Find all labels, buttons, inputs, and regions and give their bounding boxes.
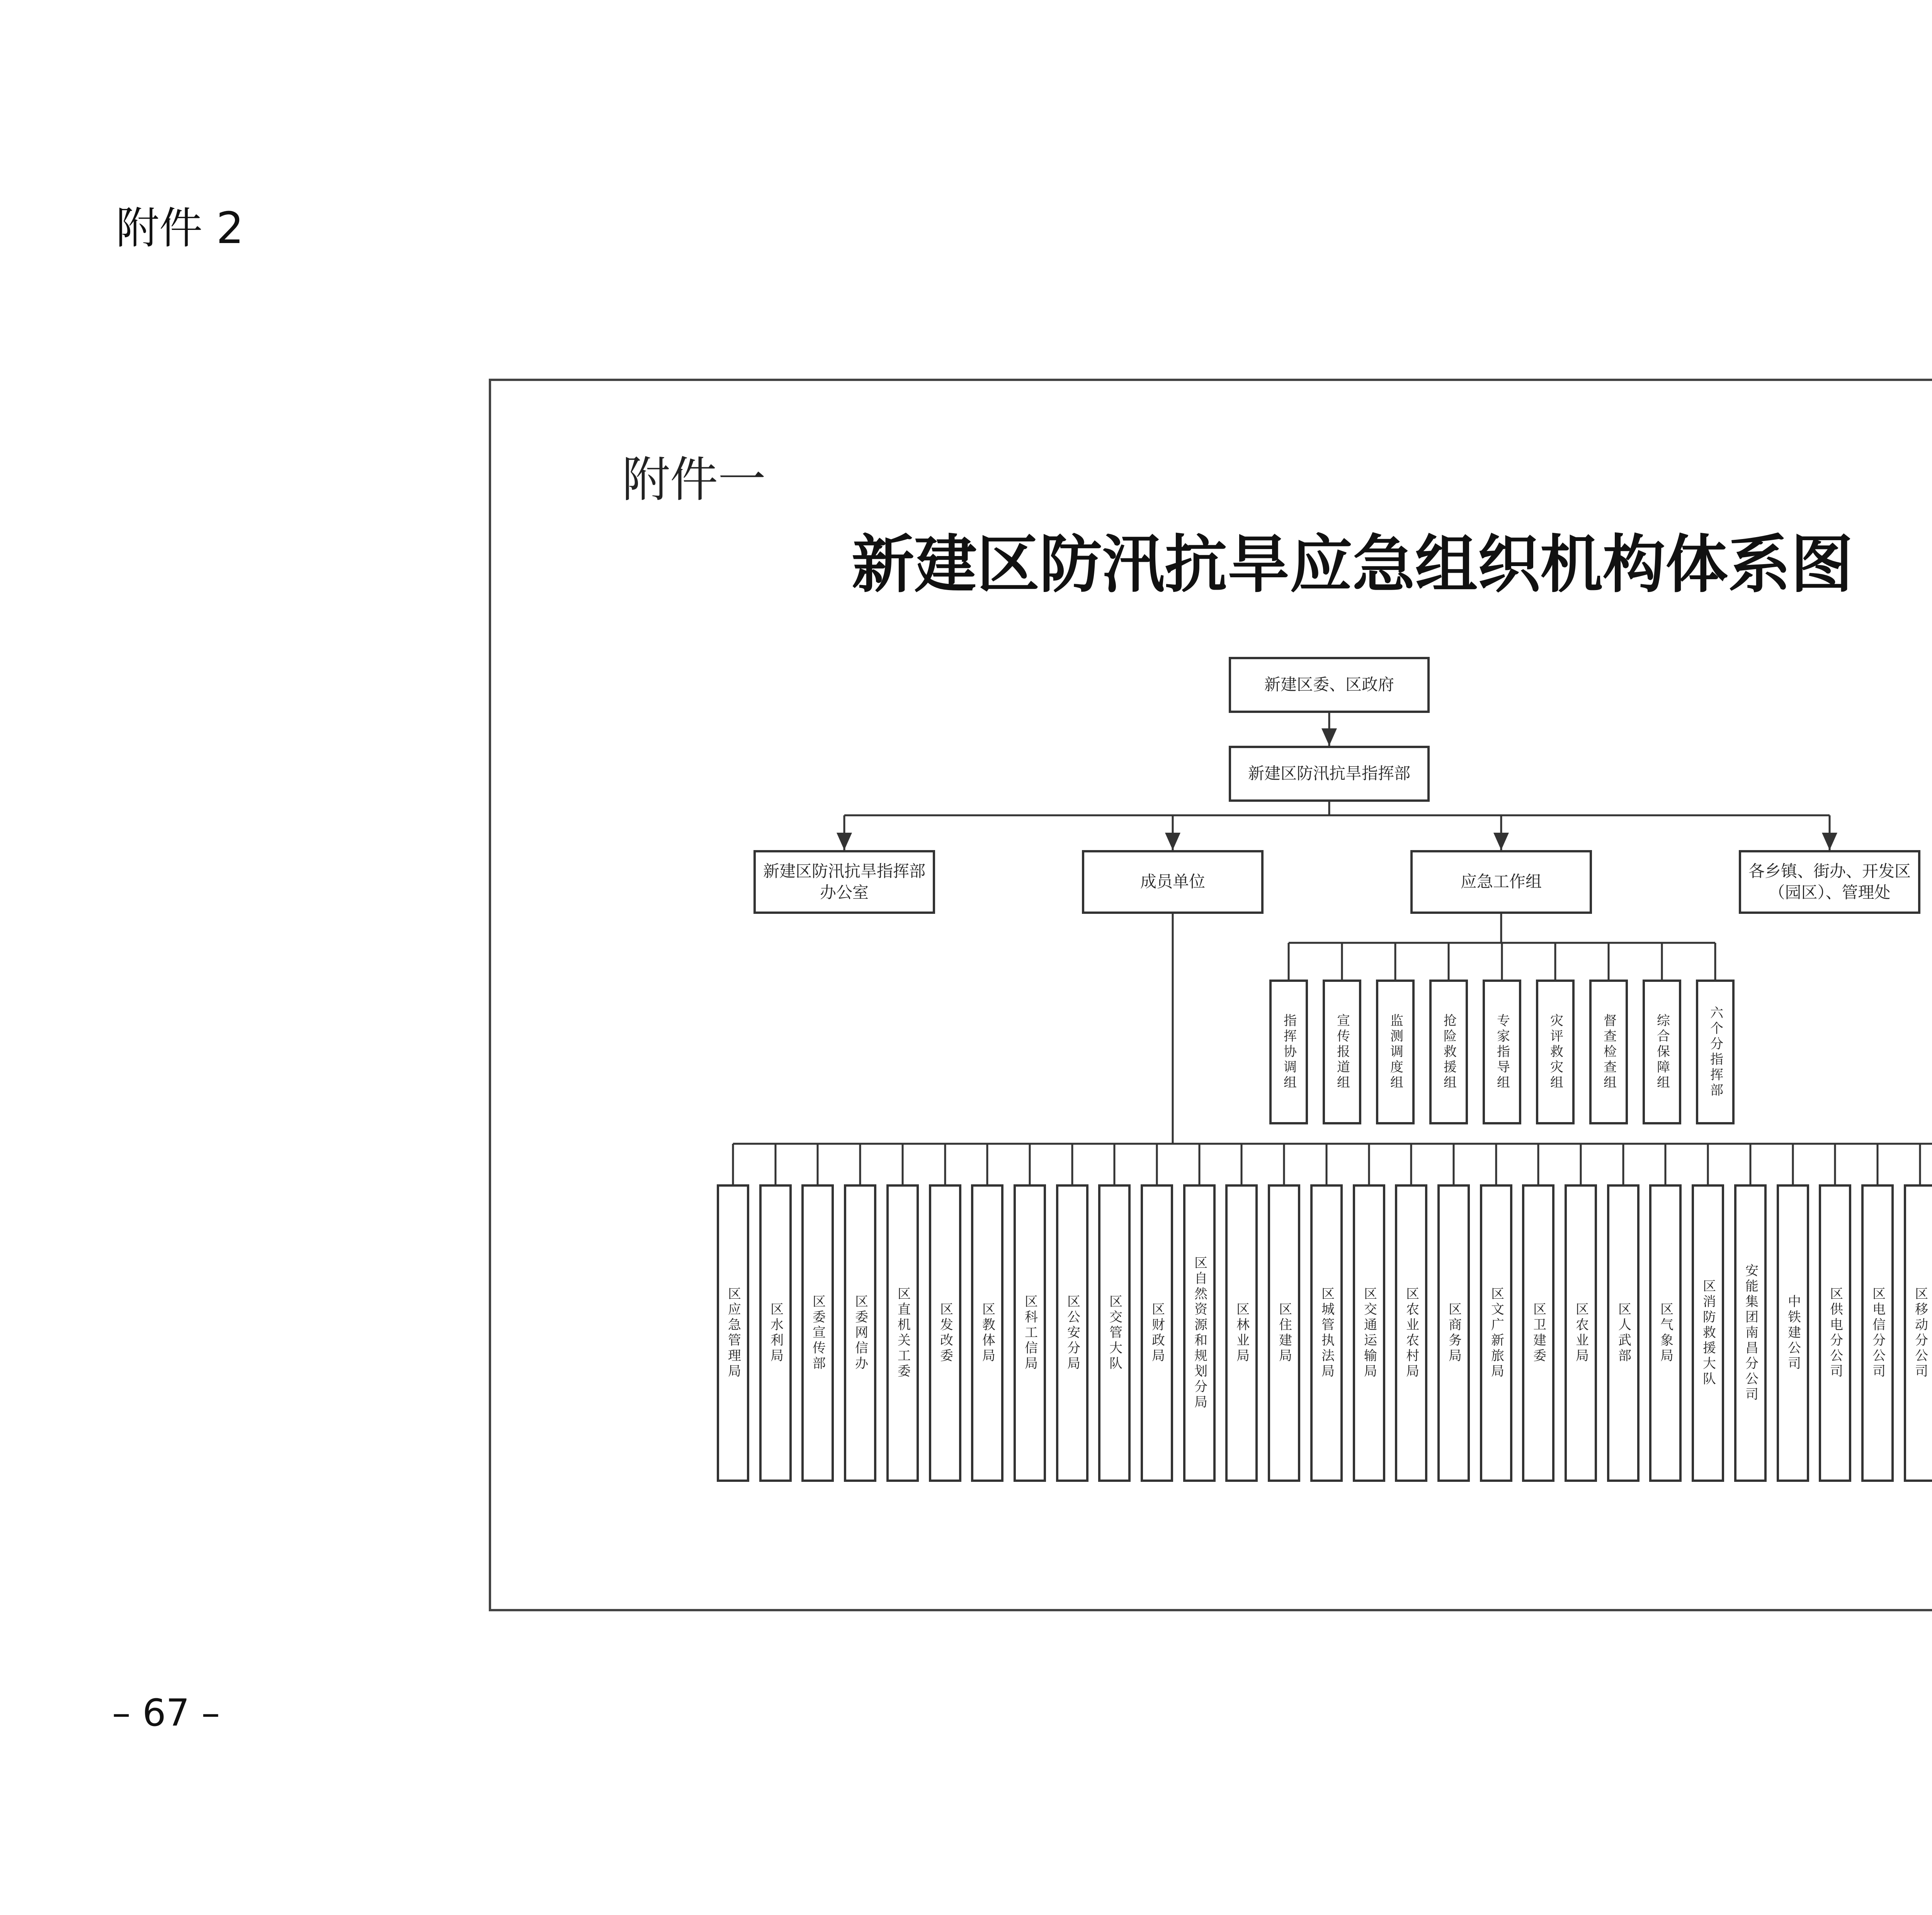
member-unit-label: 区移动分公司 [1912,1287,1928,1379]
member-unit-box [1777,1184,1809,1482]
member-unit-label: 区公安分局 [1065,1294,1080,1372]
member-unit-box [1437,1184,1470,1482]
member-unit-box [801,1184,834,1482]
attachment-label: 附件 2 [116,203,244,253]
member-unit-box [1565,1184,1597,1482]
member-unit-label: 区消防救援大队 [1700,1279,1716,1387]
member-unit-box [1904,1184,1932,1482]
member-unit-label: 区应急管理局 [725,1287,741,1379]
member-unit-label: 区商务局 [1446,1302,1462,1364]
work-group-label: 宣传报道组 [1334,1013,1350,1091]
member-unit-label: 区自然资源和规划分局 [1192,1256,1208,1410]
node-party-government: 新建区委、区政府 [1229,657,1430,713]
work-group-label: 指挥协调组 [1281,1013,1297,1091]
work-group-box [1323,980,1361,1124]
member-unit-label: 区林业局 [1234,1302,1250,1364]
node-command-office: 新建区防汛抗旱指挥部办公室 [753,850,935,914]
member-unit-label: 区委网信办 [852,1294,868,1372]
diagram-title: 新建区防汛抗旱应急组织机构体系图 [852,528,1853,601]
member-unit-label: 区发改委 [937,1302,953,1364]
node-member-units: 成员单位 [1082,850,1264,914]
member-unit-label: 区气象局 [1658,1302,1673,1364]
node-command: 新建区防汛抗旱指挥部 [1229,746,1430,802]
member-unit-box [1819,1184,1851,1482]
frame-label: 附件一 [622,452,766,508]
work-group-label: 督查检查组 [1601,1013,1617,1091]
node-townships: 各乡镇、街办、开发区（园区）、管理处 [1739,850,1920,914]
member-unit-label: 区水利局 [768,1302,784,1364]
member-unit-box [1225,1184,1258,1482]
work-group-box [1643,980,1681,1124]
member-unit-label: 安能集团南昌分公司 [1743,1264,1759,1403]
work-group-label: 监测调度组 [1388,1013,1403,1091]
member-unit-box [1056,1184,1088,1482]
member-unit-label: 中铁建公司 [1785,1294,1801,1372]
member-unit-label: 区农业局 [1573,1302,1589,1364]
work-group-box [1536,980,1575,1124]
member-unit-box [1141,1184,1173,1482]
member-unit-label: 区交管大队 [1107,1294,1122,1372]
member-unit-box [844,1184,876,1482]
member-unit-box [1268,1184,1300,1482]
work-group-box [1483,980,1521,1124]
member-unit-label: 区财政局 [1149,1302,1165,1364]
member-unit-label: 区直机关工委 [895,1287,911,1379]
member-unit-box [717,1184,749,1482]
work-group-box [1269,980,1308,1124]
member-unit-box [1734,1184,1767,1482]
work-group-label: 综合保障组 [1654,1013,1670,1091]
work-group-box [1429,980,1468,1124]
member-unit-label: 区卫建委 [1531,1302,1546,1364]
member-unit-box [1183,1184,1216,1482]
work-group-label: 六个分指挥部 [1708,1005,1723,1099]
member-unit-box [1014,1184,1046,1482]
member-unit-label: 区科工信局 [1022,1294,1038,1372]
page-number: – 67 – [112,1691,220,1735]
member-unit-box [759,1184,792,1482]
work-group-label: 灾评救灾组 [1548,1013,1563,1091]
member-unit-label: 区供电分公司 [1827,1287,1843,1379]
member-unit-label: 区教体局 [980,1302,995,1364]
work-group-box [1696,980,1735,1124]
member-unit-box [1098,1184,1131,1482]
member-unit-label: 区委宣传部 [810,1294,826,1372]
member-unit-label: 区交通运输局 [1361,1287,1377,1379]
work-group-box [1589,980,1628,1124]
work-group-label: 专家指导组 [1494,1013,1510,1091]
member-unit-box [1692,1184,1724,1482]
work-group-label: 抢险救援组 [1441,1013,1457,1091]
member-unit-label: 区人武部 [1616,1302,1631,1364]
member-unit-label: 区农业农村局 [1403,1287,1419,1379]
member-unit-box [971,1184,1003,1482]
member-unit-box [1861,1184,1894,1482]
member-unit-label: 区城管执法局 [1319,1287,1335,1379]
member-unit-box [1649,1184,1682,1482]
member-unit-box [1353,1184,1385,1482]
member-unit-box [886,1184,919,1482]
member-unit-box [1607,1184,1639,1482]
member-unit-box [1395,1184,1427,1482]
work-group-box [1376,980,1415,1124]
member-unit-label: 区文广新旅局 [1488,1287,1504,1379]
member-unit-box [1522,1184,1554,1482]
member-unit-box [1310,1184,1343,1482]
member-unit-box [929,1184,961,1482]
member-unit-box [1480,1184,1512,1482]
member-unit-label: 区电信分公司 [1870,1287,1886,1379]
node-work-groups: 应急工作组 [1410,850,1592,914]
member-unit-label: 区住建局 [1276,1302,1292,1364]
